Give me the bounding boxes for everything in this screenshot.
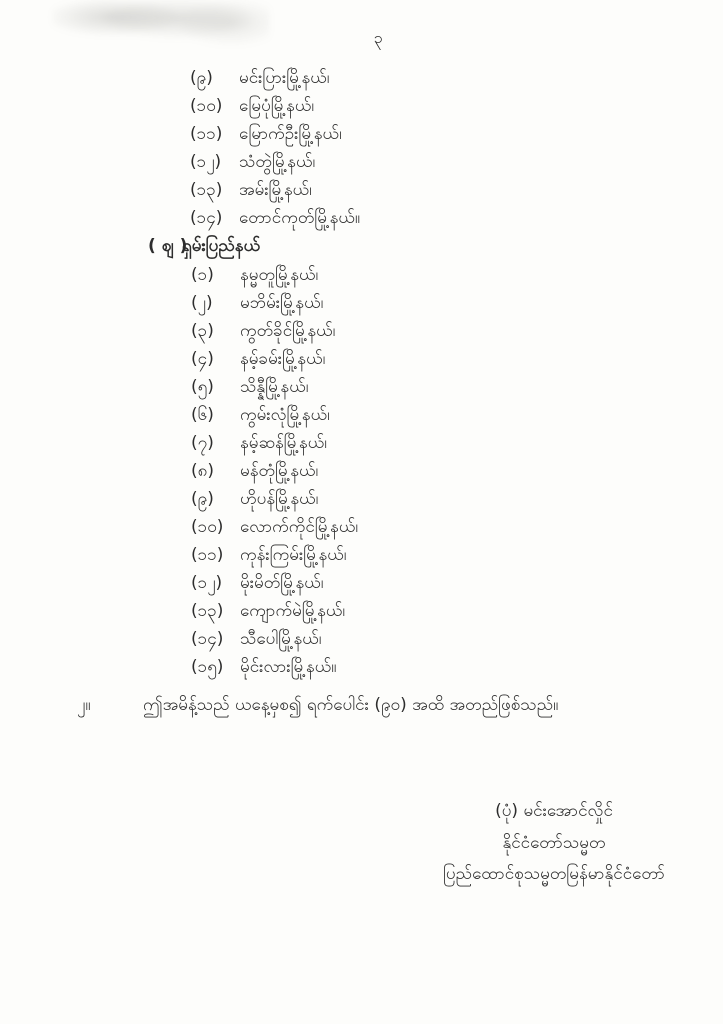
township-name: သိန္နီမြို့နယ်၊ [240,377,309,397]
township-list-item [191,289,358,317]
item-number: (၁၄) [191,629,224,649]
item-number: (၅) [191,377,214,397]
signatory-organization: ပြည်ထောင်စုသမ္မတမြန်မာနိုင်ငံတော် [443,864,665,884]
township-list-item [191,597,358,625]
township-list-item [191,513,358,541]
township-name: ကွမ်းလုံမြို့နယ်၊ [240,405,330,425]
section-letter: ( ဈ ) [148,236,188,256]
paragraph-number: ၂။ [77,695,91,715]
item-number: (၇) [191,433,214,453]
township-list-item [191,345,358,373]
township-name: သံတွဲမြို့နယ်၊ [239,152,316,172]
item-number: (၁၃) [190,180,223,200]
township-name: ဟိုပန်မြို့နယ်၊ [240,489,319,509]
item-number: (၃) [191,321,214,341]
township-name: မင်းပြားမြို့နယ်၊ [239,68,330,88]
item-number: (၂) [191,293,213,313]
township-name: မဘိမ်းမြို့နယ်၊ [240,293,324,313]
township-list-item [191,541,358,569]
township-name: ကျောက်မဲမြို့နယ်၊ [240,601,346,621]
township-name: လောက်ကိုင်မြို့နယ်၊ [240,517,359,537]
township-list-item [191,625,358,653]
signatory-title: နိုင်ငံတော်သမ္မတ [502,832,606,853]
item-number: (၁၂) [191,573,223,593]
township-name: မြောက်ဦးမြို့နယ်၊ [239,124,342,144]
township-list-item [191,457,358,485]
item-number: (၁၄) [190,208,223,228]
township-list-item [191,373,358,401]
township-name: နမ့်ခမ်းမြို့နယ်၊ [240,349,326,369]
township-list-item [191,261,358,289]
township-list-item [191,485,358,513]
township-name: သီပေါမြို့နယ်၊ [240,629,322,649]
township-list-item [191,401,358,429]
signatory-signed-name: (ပုံ) မင်းအောင်လှိုင် [495,801,613,821]
township-list-item [190,204,360,232]
section-header [148,233,260,260]
township-name: နမ္မတူမြို့နယ်၊ [240,265,319,285]
township-list-item [190,64,360,92]
township-name: မိုးမိတ်မြို့နယ်၊ [240,573,324,593]
section-title: ရှမ်းပြည်နယ် [182,236,261,256]
township-name: မိုင်းလားမြို့နယ်။ [240,657,337,677]
item-number: (၉) [191,489,214,509]
item-number: (၁၅) [191,657,224,677]
item-number: (၁၀) [191,517,224,537]
shan-state-township-list [191,261,358,681]
township-list-item [190,120,360,148]
item-number: (၁၁) [191,545,224,565]
township-name: နမ့်ဆန်မြို့နယ်၊ [240,433,327,453]
township-list-item [191,653,358,681]
township-list-item [190,92,360,120]
item-number: (၈) [191,461,214,481]
township-name: တောင်ကုတ်မြို့နယ်။ [239,208,361,228]
paragraph-text: ဤအမိန့်သည် ယနေ့မှစ၍ ရက်ပေါင်း (၉၀) အထိ အတည်ဖြစ်သည်။ [143,695,559,715]
item-number: (၆) [191,405,214,425]
item-number: (၄) [191,349,214,369]
item-number: (၁) [191,265,214,285]
township-list-item [190,148,360,176]
item-number: (၁၀) [190,96,223,116]
page-number: ၃ [373,28,383,47]
township-name: မန်တုံမြို့နယ်၊ [240,461,319,481]
signature-block [418,796,690,891]
township-list-item [191,429,358,457]
township-name: ကုန်းကြမ်းမြို့နယ်၊ [240,545,347,565]
item-number: (၁၂) [190,152,222,172]
township-list-item [191,317,358,345]
item-number: (၉) [190,68,213,88]
township-name: မြေပုံမြို့နယ်၊ [239,96,315,116]
item-number: (၁၁) [190,124,223,144]
validity-paragraph [77,692,558,718]
township-list-item [190,176,360,204]
continued-township-list [190,64,360,232]
scan-smudge-artifact [52,0,270,58]
township-name: ကွတ်ခိုင်မြို့နယ်၊ [240,321,336,341]
township-name: အမ်းမြို့နယ်၊ [239,180,312,200]
township-list-item [191,569,358,597]
item-number: (၁၃) [191,601,224,621]
